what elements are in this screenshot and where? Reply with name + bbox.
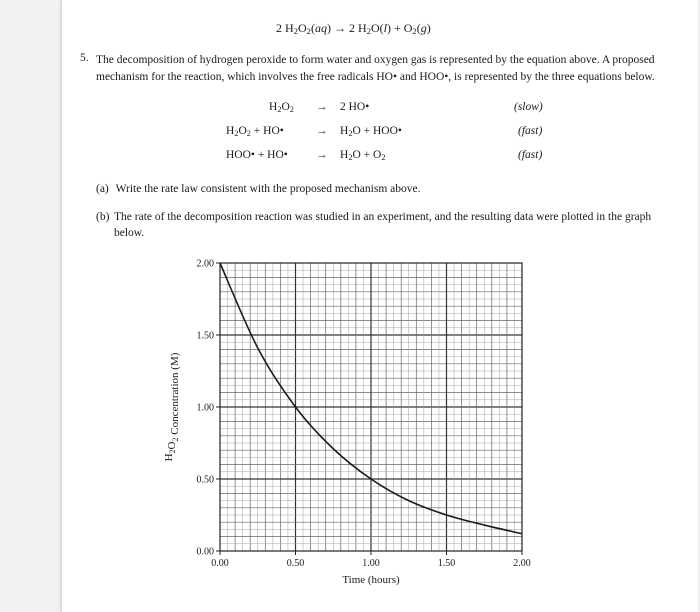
equation-reactant: 2 $H_2O_2(aq)$: [276, 21, 331, 37]
equation-products: 2 $H_2O(l) + O_2(g)$: [348, 21, 431, 37]
step-1-arrow: →: [316, 101, 328, 113]
document-page: [62, 0, 698, 612]
step-2-rate: (fast): [518, 125, 543, 137]
step-2-left: $H_2O_2$ + HO•: [226, 125, 284, 139]
step-3-arrow: →: [316, 149, 328, 161]
question-number: 5.: [80, 52, 89, 64]
x-tick-label: 2.00: [513, 558, 531, 569]
y-tick-label: 0.00: [196, 546, 214, 558]
part-a-label: (a): [96, 183, 109, 195]
y-tick-label: 0.50: [196, 474, 214, 486]
x-axis-label: Time (hours): [342, 574, 400, 586]
part-b-text: The rate of the decomposition reaction was studied in an experiment, and the resulting data were plotted in the graph below.: [114, 211, 652, 239]
y-tick-label: 1.50: [196, 330, 214, 342]
part-b-label: (b): [96, 211, 110, 223]
step-3-rate: (fast): [518, 149, 543, 161]
x-tick-label: 0.00: [211, 558, 229, 569]
step-2-arrow: →: [316, 125, 328, 137]
step-3-left: HOO• + HO•: [226, 149, 288, 161]
concentration-time-chart: [62, 0, 698, 612]
y-tick-label: 1.00: [196, 402, 214, 414]
step-3-right: $H_2O + O_2$: [340, 149, 386, 163]
question-text: The decomposition of hydrogen peroxide to form water and oxygen gas is represented by the equation above. A proposed mechanism for the reaction, which involves the free radicals HO• and HOO•, is represented by the three equations below.: [96, 54, 655, 83]
part-a-text: Write the rate law consistent with the proposed mechanism above.: [115, 183, 421, 195]
x-tick-label: 0.50: [286, 558, 305, 569]
equation-arrow: →: [333, 21, 346, 35]
y-tick-label: 2.00: [196, 258, 214, 270]
step-1-left: $H_2O_2$: [269, 101, 294, 115]
y-axis-label: $H_2O_2$ Concentration (M): [163, 352, 181, 462]
x-tick-label: 1.00: [362, 558, 380, 569]
step-1-right: 2 HO•: [340, 101, 370, 113]
step-1-rate: (slow): [514, 101, 543, 113]
x-tick-label: 1.50: [437, 558, 456, 569]
step-2-right: $H_2O$ + HOO•: [340, 125, 402, 139]
